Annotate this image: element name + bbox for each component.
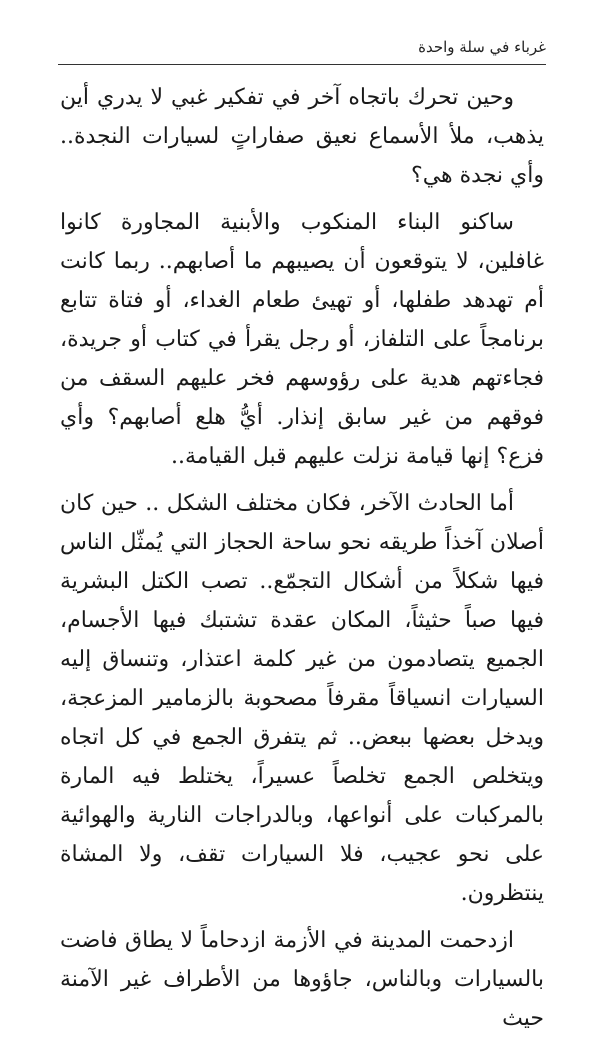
paragraph-3: أما الحادث الآخر، فكان مختلف الشكل .. حين كان أصلان آخذاً طريقه نحو ساحة الحجاز التي يُمثّل الناس فيها شكلاً من أشكال التجمّع.. تصب الكتل البشرية فيها صباً حثيثاً، المكان عقدة تشتبك فيها الأجسام، الجميع يتصادمون من غير كلمة اعتذار، وتنساق إليه السيارات انسياقاً مقرفاً مصحوبة بالزمامير المزعجة، ويدخل بعضها ببعض.. ثم يتفرق الجمع في كل اتجاه ويتخلص الجمع تخلصاً عسيراً، يختلط فيه المارة بالمركبات على أنواعها، وبالدراجات النارية والهوائية على نحو عجيب، فلا السيارات تقف، ولا المشاة ينتظرون. xyxy=(60,491,544,906)
paragraph-1: وحين تحرك باتجاه آخر في تفكير غبي لا يدري أين يذهب، ملأ الأسماع نعيق صفاراتٍ لسيارات النجدة.. وأي نجدة هي؟ xyxy=(60,85,544,188)
paragraph-4: ازدحمت المدينة في الأزمة ازدحاماً لا يطاق فاضت بالسيارات وبالناس، جاؤوها من الأطراف غير الآمنة حيث xyxy=(60,928,544,1031)
running-header: غرباء في سلة واحدة xyxy=(418,38,546,56)
paragraph-2: ساكنو البناء المنكوب والأبنية المجاورة كانوا غافلين، لا يتوقعون أن يصيبهم ما أصابهم.. ربما كانت أم تهدهد طفلها، أو تهيئ طعام الغداء، أو فتاة تتابع برنامجاً على التلفاز، أو رجل يقرأ في كتاب أو جريدة، فجاءتهم هدية على رؤوسهم فخر عليهم السقف من فوقهم من غير سابق إنذار. أيُّ هلع أصابهم؟ وأي فزع؟ إنها قيامة نزلت عليهم قبل القيامة.. xyxy=(60,210,544,469)
body-text xyxy=(60,78,544,1046)
header-rule xyxy=(58,64,546,65)
